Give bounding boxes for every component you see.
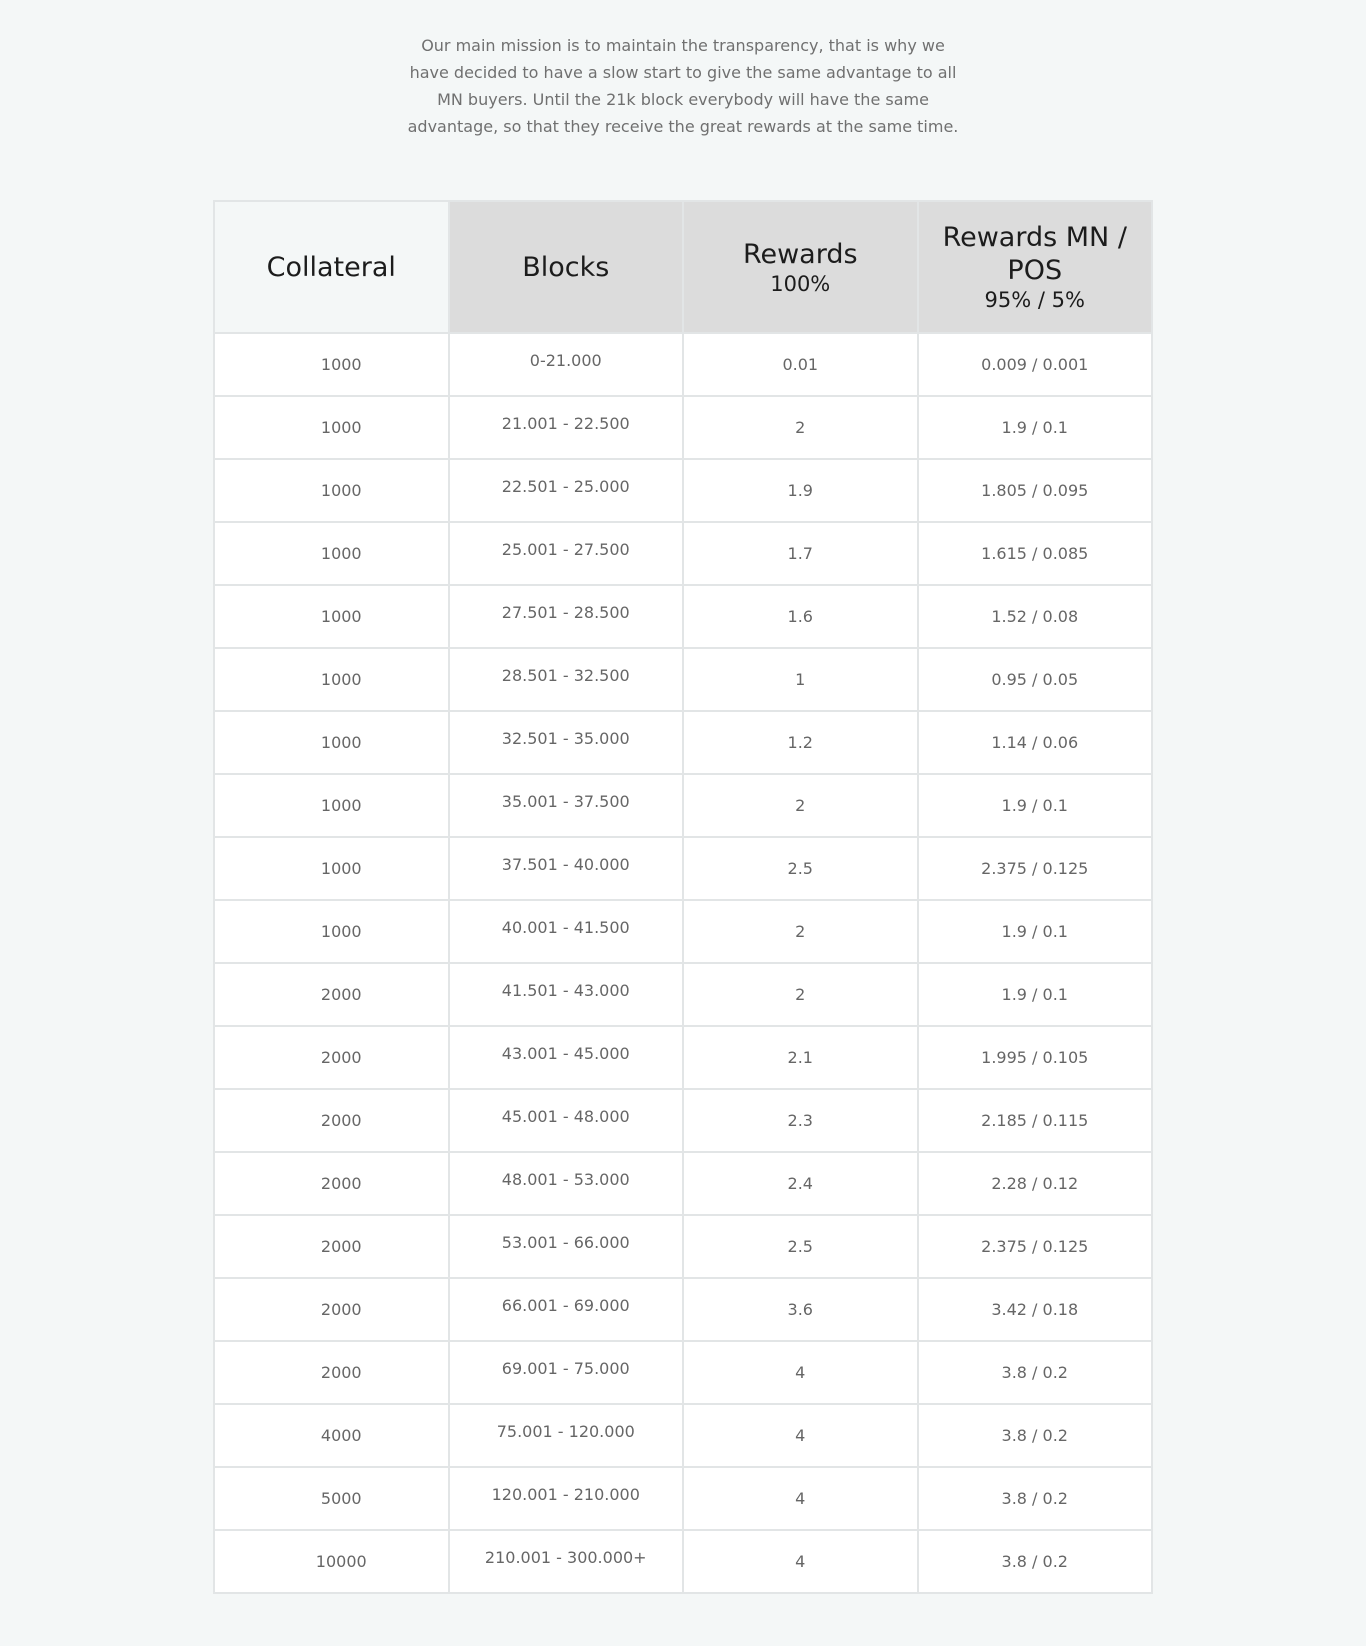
rewards-split-cell-value: 2.185 / 0.115 — [981, 1111, 1089, 1130]
blocks-cell-value: 21.001 - 22.500 — [501, 414, 630, 433]
collateral-cell-value: 5000 — [320, 1489, 362, 1508]
rewards-cell-value: 1 — [795, 670, 806, 689]
rewards-cell — [683, 459, 918, 522]
rewards-split-cell — [918, 1278, 1153, 1341]
blocks-cell — [449, 396, 684, 459]
rewards-cell — [683, 963, 918, 1026]
rewards-cell — [683, 1341, 918, 1404]
collateral-cell — [214, 1152, 449, 1215]
intro-text: Our main mission is to maintain the transparency, that is why we have decided to have a slow start to give the same advantage to all MN buyers. Until the 21k block everybody will have the same advantage, so that they receive the great rewards at the same time. — [407, 36, 959, 136]
blocks-cell — [449, 1404, 684, 1467]
blocks-cell-value: 75.001 - 120.000 — [496, 1422, 635, 1441]
rewards-split-cell — [918, 522, 1153, 585]
collateral-cell-value: 2000 — [320, 1111, 362, 1130]
rewards-split-cell-value: 0.009 / 0.001 — [981, 355, 1089, 374]
rewards-cell — [683, 1278, 918, 1341]
table-row — [214, 711, 1152, 774]
rewards-split-cell — [918, 1404, 1153, 1467]
collateral-cell — [214, 522, 449, 585]
rewards-cell — [683, 396, 918, 459]
blocks-cell — [449, 648, 684, 711]
rewards-cell-value: 4 — [795, 1489, 806, 1508]
rewards-split-cell-value: 3.8 / 0.2 — [1001, 1363, 1068, 1382]
rewards-cell-value: 2 — [795, 985, 806, 1004]
collateral-cell-value: 2000 — [320, 985, 362, 1004]
table-row — [214, 459, 1152, 522]
table-row — [214, 963, 1152, 1026]
table-row — [214, 648, 1152, 711]
table-row — [214, 1467, 1152, 1530]
table-row — [214, 1089, 1152, 1152]
blocks-cell-value: 35.001 - 37.500 — [501, 792, 630, 811]
rewards-cell-value: 1.2 — [787, 733, 813, 752]
collateral-cell-value: 1000 — [320, 670, 362, 689]
rewards-cell — [683, 1404, 918, 1467]
blocks-cell — [449, 900, 684, 963]
rewards-split-cell-value: 3.8 / 0.2 — [1001, 1426, 1068, 1445]
collateral-cell-value: 2000 — [320, 1300, 362, 1319]
collateral-cell — [214, 333, 449, 396]
rewards-split-cell-value: 1.9 / 0.1 — [1001, 418, 1068, 437]
table-row — [214, 1152, 1152, 1215]
blocks-cell-value: 27.501 - 28.500 — [501, 603, 630, 622]
header-collateral-label: Collateral — [266, 251, 396, 283]
rewards-split-cell-value: 1.9 / 0.1 — [1001, 922, 1068, 941]
blocks-cell-value: 48.001 - 53.000 — [501, 1170, 630, 1189]
blocks-cell-value: 41.501 - 43.000 — [501, 981, 630, 1000]
header-blocks — [449, 201, 684, 333]
blocks-cell — [449, 1152, 684, 1215]
collateral-cell — [214, 1467, 449, 1530]
collateral-cell — [214, 1404, 449, 1467]
blocks-cell — [449, 522, 684, 585]
rewards-split-cell-value: 0.95 / 0.05 — [991, 670, 1079, 689]
collateral-cell-value: 1000 — [320, 733, 362, 752]
rewards-cell — [683, 1089, 918, 1152]
rewards-cell — [683, 1152, 918, 1215]
blocks-cell — [449, 1530, 684, 1593]
rewards-cell-value: 2.1 — [787, 1048, 813, 1067]
collateral-cell — [214, 900, 449, 963]
header-rewards-sub: 100% — [770, 271, 831, 296]
rewards-split-cell — [918, 648, 1153, 711]
rewards-cell-value: 4 — [795, 1552, 806, 1571]
collateral-cell — [214, 711, 449, 774]
blocks-cell-value: 0-21.000 — [529, 351, 602, 370]
rewards-split-cell-value: 2.375 / 0.125 — [981, 859, 1089, 878]
collateral-cell-value: 4000 — [320, 1426, 362, 1445]
rewards-split-cell — [918, 963, 1153, 1026]
blocks-cell-value: 22.501 - 25.000 — [501, 477, 630, 496]
rewards-split-cell-value: 2.28 / 0.12 — [991, 1174, 1079, 1193]
blocks-cell-value: 40.001 - 41.500 — [501, 918, 630, 937]
collateral-cell — [214, 1215, 449, 1278]
rewards-cell — [683, 648, 918, 711]
header-rewards-label: Rewards — [742, 238, 858, 270]
rewards-split-cell — [918, 1341, 1153, 1404]
collateral-cell — [214, 585, 449, 648]
rewards-split-cell — [918, 774, 1153, 837]
rewards-split-cell — [918, 837, 1153, 900]
table-row — [214, 900, 1152, 963]
blocks-cell-value: 25.001 - 27.500 — [501, 540, 630, 559]
collateral-cell-value: 1000 — [320, 418, 362, 437]
table-row — [214, 585, 1152, 648]
table-row — [214, 1215, 1152, 1278]
table-body — [214, 333, 1152, 1593]
blocks-cell-value: 37.501 - 40.000 — [501, 855, 630, 874]
collateral-cell-value: 1000 — [320, 859, 362, 878]
rewards-cell-value: 1.9 — [787, 481, 813, 500]
rewards-split-cell — [918, 459, 1153, 522]
header-rewards-split-sub: 95% / 5% — [984, 288, 1085, 312]
blocks-cell — [449, 1026, 684, 1089]
blocks-cell-value: 210.001 - 300.000+ — [484, 1548, 647, 1567]
header-rewards — [683, 201, 918, 333]
header-collateral — [214, 201, 449, 333]
blocks-cell — [449, 1341, 684, 1404]
table-row — [214, 522, 1152, 585]
rewards-cell — [683, 837, 918, 900]
collateral-cell-value: 1000 — [320, 355, 362, 374]
rewards-split-cell-value: 1.9 / 0.1 — [1001, 796, 1068, 815]
rewards-split-cell-value: 1.14 / 0.06 — [991, 733, 1079, 752]
rewards-split-cell — [918, 1026, 1153, 1089]
collateral-cell — [214, 963, 449, 1026]
rewards-split-cell — [918, 711, 1153, 774]
rewards-split-cell-value: 1.9 / 0.1 — [1001, 985, 1068, 1004]
rewards-cell — [683, 711, 918, 774]
blocks-cell — [449, 1215, 684, 1278]
rewards-cell-value: 2 — [795, 418, 806, 437]
blocks-cell — [449, 459, 684, 522]
blocks-cell-value: 120.001 - 210.000 — [491, 1485, 640, 1504]
rewards-split-cell — [918, 1467, 1153, 1530]
rewards-cell — [683, 1467, 918, 1530]
rewards-table — [213, 200, 1153, 1594]
table-row — [214, 1341, 1152, 1404]
rewards-cell-value: 4 — [795, 1426, 806, 1445]
table-row — [214, 333, 1152, 396]
rewards-cell-value: 3.6 — [787, 1300, 813, 1319]
blocks-cell — [449, 585, 684, 648]
collateral-cell-value: 2000 — [320, 1048, 362, 1067]
rewards-split-cell — [918, 333, 1153, 396]
blocks-cell-value: 53.001 - 66.000 — [501, 1233, 630, 1252]
rewards-split-cell — [918, 1530, 1153, 1593]
rewards-split-cell — [918, 1215, 1153, 1278]
header-blocks-label: Blocks — [522, 251, 610, 283]
table-header — [214, 201, 1152, 333]
collateral-cell-value: 1000 — [320, 922, 362, 941]
rewards-cell-value: 1.7 — [787, 544, 813, 563]
collateral-cell-value: 1000 — [320, 544, 362, 563]
collateral-cell — [214, 1026, 449, 1089]
blocks-cell-value: 43.001 - 45.000 — [501, 1044, 630, 1063]
blocks-cell — [449, 333, 684, 396]
rewards-cell-value: 2 — [795, 796, 806, 815]
rewards-split-cell-value: 1.52 / 0.08 — [991, 607, 1079, 626]
collateral-cell — [214, 1278, 449, 1341]
blocks-cell-value: 32.501 - 35.000 — [501, 729, 630, 748]
rewards-split-cell-value: 3.8 / 0.2 — [1001, 1489, 1068, 1508]
collateral-cell-value: 2000 — [320, 1174, 362, 1193]
collateral-cell-value: 1000 — [320, 607, 362, 626]
rewards-split-cell — [918, 396, 1153, 459]
collateral-cell — [214, 1089, 449, 1152]
table-row — [214, 1026, 1152, 1089]
collateral-cell — [214, 837, 449, 900]
collateral-cell-value: 1000 — [320, 796, 362, 815]
blocks-cell — [449, 837, 684, 900]
collateral-cell — [214, 396, 449, 459]
rewards-split-cell-value: 2.375 / 0.125 — [981, 1237, 1089, 1256]
rewards-split-cell — [918, 900, 1153, 963]
header-rewards-split-label: Rewards MN / POS — [942, 222, 1127, 286]
table-row — [214, 1530, 1152, 1593]
rewards-cell — [683, 900, 918, 963]
collateral-cell-value: 10000 — [315, 1552, 367, 1571]
rewards-cell — [683, 333, 918, 396]
rewards-cell-value: 1.6 — [787, 607, 813, 626]
rewards-split-cell-value: 1.615 / 0.085 — [981, 544, 1089, 563]
blocks-cell-value: 45.001 - 48.000 — [501, 1107, 630, 1126]
table-row — [214, 774, 1152, 837]
rewards-cell-value: 2 — [795, 922, 806, 941]
collateral-cell — [214, 1530, 449, 1593]
blocks-cell — [449, 963, 684, 1026]
rewards-cell — [683, 585, 918, 648]
header-row — [214, 201, 1152, 333]
rewards-cell-value: 4 — [795, 1363, 806, 1382]
rewards-cell — [683, 774, 918, 837]
rewards-split-cell — [918, 1152, 1153, 1215]
collateral-cell-value: 2000 — [320, 1363, 362, 1382]
blocks-cell — [449, 774, 684, 837]
collateral-cell — [214, 459, 449, 522]
header-rewards-split — [918, 201, 1153, 333]
blocks-cell-value: 66.001 - 69.000 — [501, 1296, 630, 1315]
collateral-cell — [214, 1341, 449, 1404]
rewards-cell-value: 0.01 — [782, 355, 819, 374]
blocks-cell-value: 69.001 - 75.000 — [501, 1359, 630, 1378]
rewards-cell-value: 2.5 — [787, 859, 813, 878]
table-row — [214, 396, 1152, 459]
collateral-cell-value: 1000 — [320, 481, 362, 500]
blocks-cell — [449, 711, 684, 774]
collateral-cell — [214, 774, 449, 837]
blocks-cell — [449, 1278, 684, 1341]
rewards-split-cell-value: 1.805 / 0.095 — [981, 481, 1089, 500]
rewards-cell — [683, 522, 918, 585]
table-row — [214, 837, 1152, 900]
rewards-cell-value: 2.4 — [787, 1174, 813, 1193]
blocks-cell — [449, 1467, 684, 1530]
rewards-table-container — [213, 200, 1153, 1594]
rewards-cell-value: 2.3 — [787, 1111, 813, 1130]
rewards-split-cell-value: 3.8 / 0.2 — [1001, 1552, 1068, 1571]
collateral-cell-value: 2000 — [320, 1237, 362, 1256]
collateral-cell — [214, 648, 449, 711]
rewards-split-cell — [918, 585, 1153, 648]
rewards-cell — [683, 1530, 918, 1593]
rewards-split-cell — [918, 1089, 1153, 1152]
rewards-split-cell-value: 3.42 / 0.18 — [991, 1300, 1079, 1319]
table-row — [214, 1404, 1152, 1467]
blocks-cell-value: 28.501 - 32.500 — [501, 666, 630, 685]
table-row — [214, 1278, 1152, 1341]
blocks-cell — [449, 1089, 684, 1152]
rewards-cell — [683, 1026, 918, 1089]
rewards-split-cell-value: 1.995 / 0.105 — [981, 1048, 1089, 1067]
rewards-cell — [683, 1215, 918, 1278]
rewards-cell-value: 2.5 — [787, 1237, 813, 1256]
